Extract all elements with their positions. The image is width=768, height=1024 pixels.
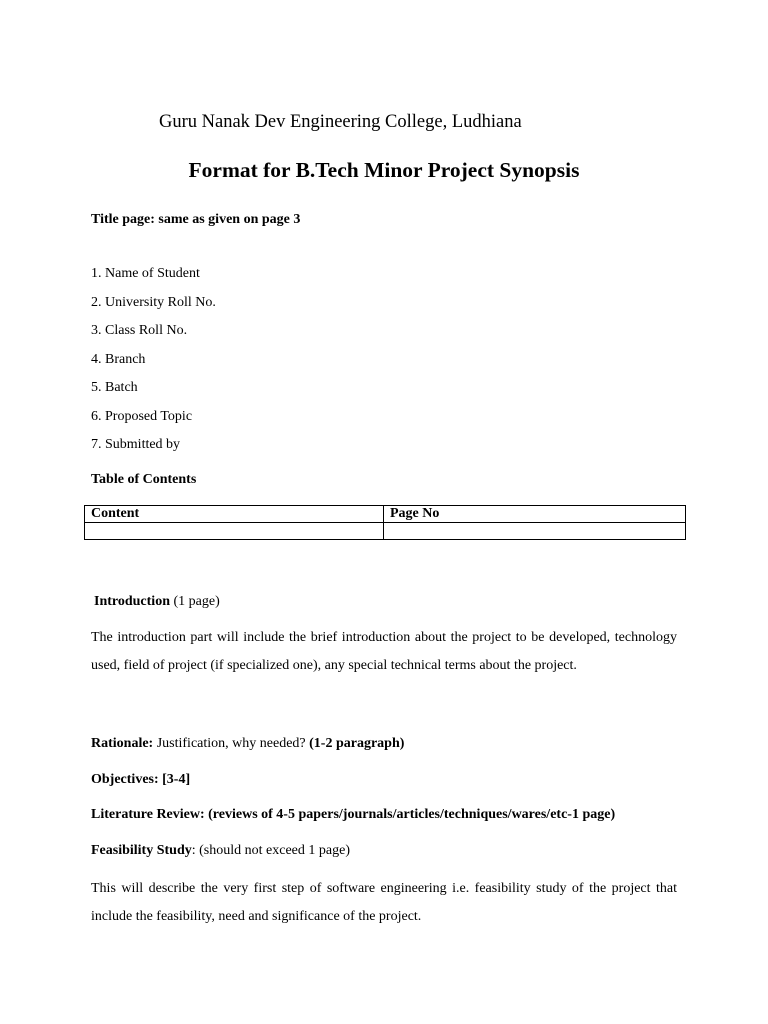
toc-cell-page-no: [384, 523, 686, 540]
toc-header-content: Content: [85, 506, 384, 523]
introduction-label: Introduction: [94, 594, 170, 609]
list-item: 2. University Roll No.: [91, 294, 216, 310]
literature-review-heading: Literature Review: (reviews of 4-5 papers/journals/articles/techniques/wares/etc-1 page): [91, 807, 616, 822]
feasibility-note: : (should not exceed 1 page): [191, 843, 350, 858]
student-details-list: [91, 264, 216, 464]
introduction-note: (1 page): [169, 594, 220, 609]
list-item: 6. Proposed Topic: [91, 408, 193, 424]
feasibility-label: Feasibility Study: [91, 843, 192, 858]
rationale-note: (1-2 paragraph): [309, 736, 405, 751]
list-item: 1. Name of Student: [91, 266, 200, 281]
toc-cell-content: [85, 523, 384, 540]
feasibility-body: This will describe the very first step of software engineering i.e. feasibility study of the project that include the feasibility, need and significance of the project.: [91, 881, 677, 924]
feasibility-heading: [91, 843, 350, 859]
college-name: Guru Nanak Dev Engineering College, Ludhiana: [159, 112, 522, 132]
title-page-note: Title page: same as given on page 3: [91, 212, 301, 227]
list-item: 4. Branch: [91, 351, 146, 367]
introduction-heading: [94, 594, 220, 610]
rationale-label: Rationale:: [91, 736, 154, 751]
table-header-row: [85, 506, 686, 523]
list-item: 7. Submitted by: [91, 437, 181, 452]
rationale-line: [91, 736, 404, 752]
rationale-text: Justification, why needed?: [153, 736, 310, 751]
document-title: Format for B.Tech Minor Project Synopsis: [188, 158, 580, 182]
toc-heading: Table of Contents: [91, 472, 197, 487]
introduction-body: The introduction part will include the brief introduction about the project to be developed, technology used, field of project (if specialized one), any special technical terms about the project.: [91, 630, 677, 673]
table-row: [85, 523, 686, 540]
list-item: 5. Batch: [91, 380, 138, 395]
toc-table: [84, 505, 686, 540]
list-item: 3. Class Roll No.: [91, 323, 188, 338]
objectives-heading: Objectives: [3-4]: [91, 772, 191, 787]
toc-header-page-no: Page No: [384, 506, 686, 523]
